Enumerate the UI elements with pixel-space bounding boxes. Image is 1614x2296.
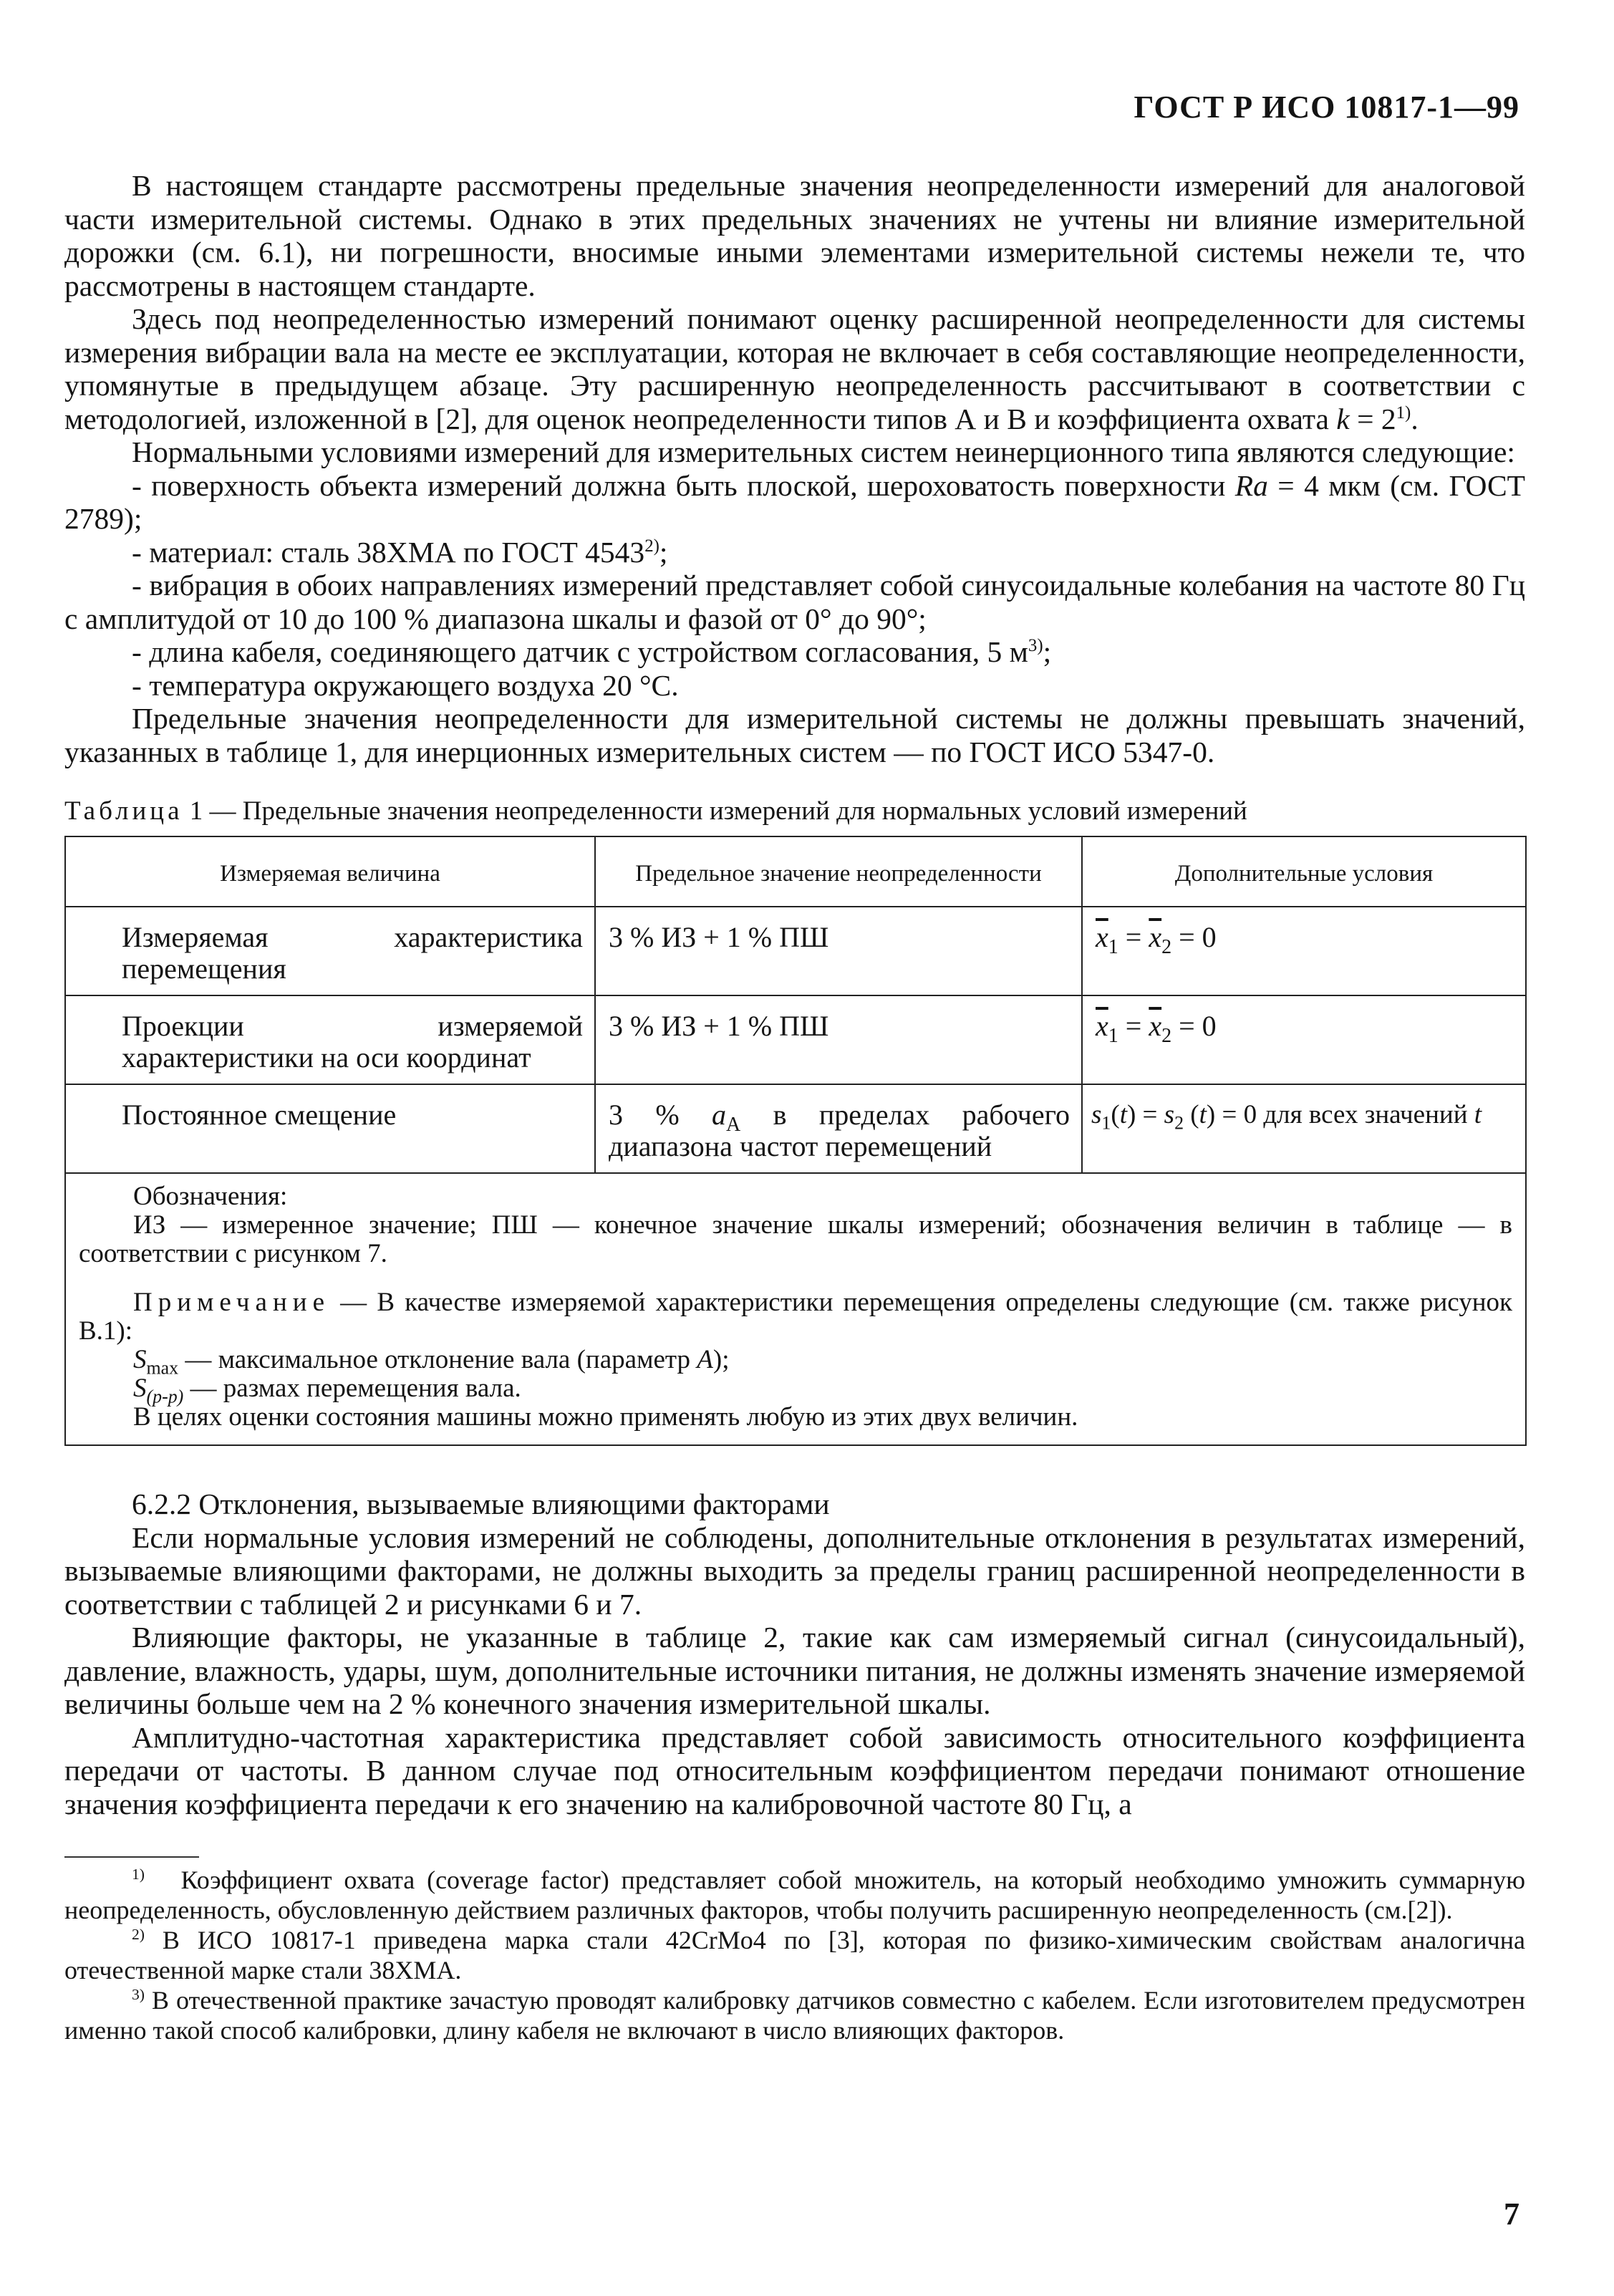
table-cell: Проекции измеряемой характеристики на оси координат	[65, 995, 595, 1084]
footnote-ref-1: 1)	[1396, 402, 1411, 423]
table-row	[65, 1084, 1526, 1173]
table-cell: 3 % ИЗ + 1 % ПШ	[595, 995, 1082, 1084]
page-header: ГОСТ Р ИСО 10817-1—99	[1134, 90, 1519, 125]
table-caption	[64, 796, 1525, 827]
symbol-k: k	[1336, 402, 1350, 435]
table-cell: 3 % $a_A$ в пределах рабочего диапазона частот перемещений	[595, 1084, 1082, 1173]
punctuation: .	[1411, 402, 1419, 435]
table-cell: Постоянное смещение	[65, 1084, 595, 1173]
column-header: Дополнительные условия	[1082, 836, 1526, 907]
paragraph: В настоящем стандарте рассмотрены предельные значения неопределенности измерений для аналоговой части измерительной системы. Однако в этих предельных значениях не учтены ни влияние измерительной дорожки (см. 6.1), ни погрешности, вносимые иными элементами измерительной системы нежели те, что рассмотрены в настоящем стандарте.	[64, 169, 1525, 302]
table-cell: Измеряемая характеристика перемещения	[65, 907, 595, 995]
table-caption-text: 1 — Предельные значения неопределенности измерений для нормальных условий измерений	[183, 796, 1247, 826]
note-spp: $S_{(p-p)}$ — размах перемещения вала.	[133, 1374, 521, 1407]
footnote: $^{2)}$ В ИСО 10817-1 приведена марка стали 42CrMo4 по [3], которая по физико-химическим свойствам аналогична отечественной марке стали 38ХМА.	[64, 1926, 1525, 1984]
paragraph: Нормальными условиями измерений для измерительных систем неинерционного типа являются следующие:	[132, 435, 1515, 468]
paragraph: Влияющие факторы, не указанные в таблице 2, такие как сам измеряемый сигнал (синусоидальный), давление, влажность, удары, шум, дополнительные источники питания, не должны изменять значение измеряемой величины больше чем на 2 % конечного значения измерительной шкалы.	[64, 1621, 1525, 1720]
footnote-ref-2: 2)	[644, 536, 659, 556]
table-row	[65, 995, 1526, 1084]
paragraph: Предельные значения неопределенности для измерительной системы не должны превышать значений, указанных в таблице 1, для инерционных измерительных систем — по ГОСТ ИСО 5347-0.	[64, 702, 1525, 768]
column-header: Измеряемая величина	[65, 836, 595, 907]
punctuation: ;	[1043, 635, 1052, 668]
table-notes	[65, 1173, 1526, 1445]
paragraph: Если нормальные условия измерений не соблюдены, дополнительные отклонения в результатах измерений, вызываемые влияющими факторами, не должны выходить за пределы границ расширенной неопределенности в соответствии с таблицей 2 и рисунками 6 и 7.	[64, 1520, 1525, 1621]
list-text: = 4 мкм (см. ГОСТ 2789);	[64, 468, 1525, 535]
page-number: 7	[1504, 2196, 1519, 2232]
list-text: - длина кабеля, соединяющего датчик с устройством согласования, 5 м	[132, 635, 1028, 668]
page-body	[64, 169, 1525, 2045]
footnote: $^{1)}$ Коэффициент охвата (coverage factor) представляет собой множитель, на который необходимо умножить суммарную неопределенность, обусловленную действием различных факторов, чтобы получить расширенную неопределенность (см.[2]).	[64, 1866, 1525, 1924]
note-smax: $S_{max}$ — максимальное отклонение вала (параметр A);	[133, 1345, 730, 1379]
note-label: Примечание	[133, 1288, 330, 1317]
table-row	[65, 907, 1526, 995]
table-header-row	[65, 836, 1526, 907]
symbol-ra: Ra	[1234, 468, 1268, 502]
note-text: — В качестве измеряемой характеристики перемещения определены следующие (см. также рисунок В.1):	[79, 1288, 1512, 1346]
punctuation: ;	[659, 535, 668, 569]
list-item	[64, 469, 1525, 536]
list-text: - материал: сталь 38ХМА по ГОСТ 4543	[132, 535, 645, 569]
list-text: - поверхность объекта измерений должна быть плоской, шероховатость поверхности	[132, 468, 1226, 502]
uncertainty-table	[64, 836, 1527, 1446]
list-item: - температура окружающего воздуха 20 °С.	[132, 668, 679, 702]
list-item	[64, 635, 1525, 669]
paragraph: Амплитудно-частотная характеристика представляет собой зависимость относительного коэффициента передачи от частоты. В данном случае под относительным коэффициентом передачи понимают отношение значения коэффициента передачи к его значению на калибровочной частоте 80 Гц, а	[64, 1720, 1525, 1820]
table-cell: $\overline{x}_1 = \overline{x}_2 = 0$	[1082, 907, 1526, 995]
list-item: - вибрация в обоих направлениях измерений представляет собой синусоидальные колебания на частоте 80 Гц с амплитудой от 10 до 100 % диапазона шкалы и фазой от 0° до 90°;	[64, 569, 1525, 635]
footnote: $^{3)}$ В отечественной практике зачастую проводят калибровку датчиков совместно с кабелем. Если изготовителем предусмотрен именно такой способ калибровки, длину кабеля не включают в число влияющих факторов.	[64, 1986, 1526, 2045]
table-cell: $s_1(t) = s_2$ (t) = 0 для всех значений t	[1082, 1084, 1526, 1173]
paragraph	[64, 302, 1525, 435]
equation-text: = 2	[1349, 402, 1396, 435]
footnotes	[64, 1865, 1525, 2045]
paragraph-text: Здесь под неопределенностью измерений понимают оценку расширенной неопределенности для системы измерения вибрации вала на месте ее эксплуатации, которая не включает в себя составляющие неопределенности, упомянутые в предыдущем абзаце. Эту расширенную неопределенность рассчитывают в соответствии с методологией, изложенной в [2], для оценок неопределенности типов А и В и коэффициента охвата	[64, 302, 1525, 435]
footnote-separator	[64, 1856, 199, 1858]
table-cell: $\overline{x}_1 = \overline{x}_2 = 0$	[1082, 995, 1526, 1084]
note-last: В целях оценки состояния машины можно применять любую из этих двух величин.	[133, 1402, 1078, 1432]
note-paragraph	[79, 1288, 1512, 1346]
section-heading: 6.2.2 Отклонения, вызываемые влияющими факторами	[132, 1487, 830, 1520]
table-caption-label: Таблица	[64, 796, 183, 826]
table-cell: 3 % ИЗ + 1 % ПШ	[595, 907, 1082, 995]
notes-text: ИЗ — измеренное значение; ПШ — конечное значение шкалы измерений; обозначения величин в таблице — в соответствии с рисунком 7.	[79, 1210, 1512, 1268]
list-item	[64, 536, 1525, 569]
column-header: Предельное значение неопределенности	[595, 836, 1082, 907]
footnote-ref-3: 3)	[1028, 636, 1043, 656]
notes-title: Обозначения:	[133, 1182, 288, 1211]
table-notes-row	[65, 1173, 1526, 1445]
